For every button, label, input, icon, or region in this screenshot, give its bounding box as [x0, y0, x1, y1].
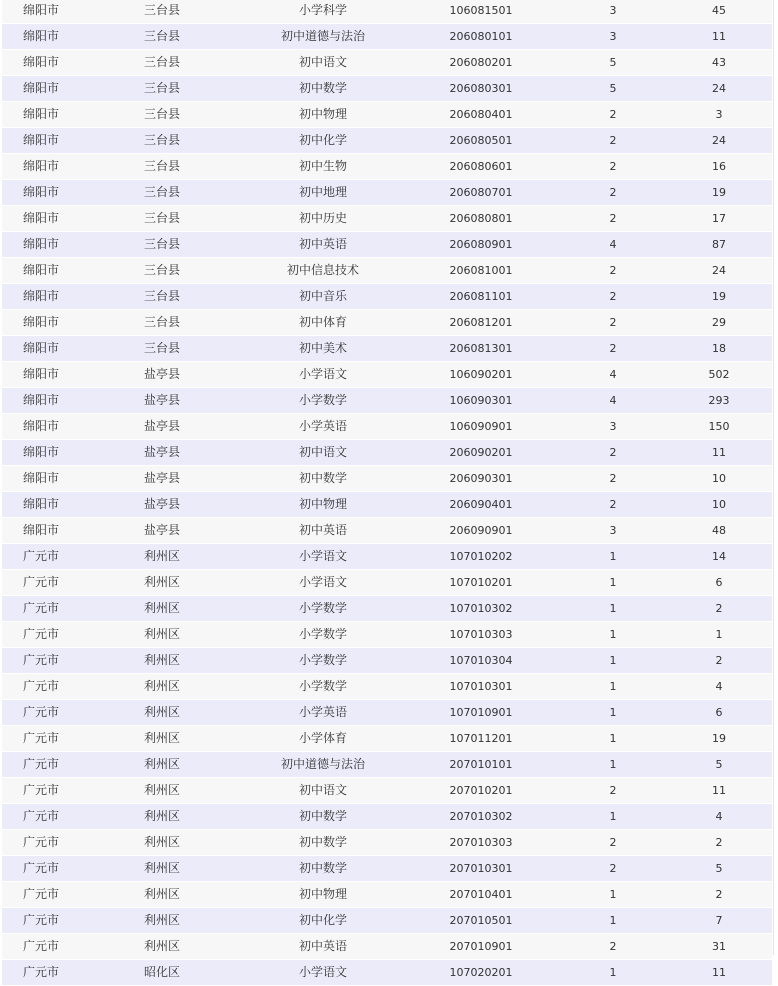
county-cell: 利州区: [80, 778, 244, 804]
table-row: [2, 518, 772, 544]
position-code-cell: 207010302: [402, 804, 560, 830]
subject-cell: 初中语文: [244, 440, 402, 466]
city-cell: 广元市: [2, 934, 80, 960]
table-row: [2, 232, 772, 258]
city-cell: 广元市: [2, 778, 80, 804]
applicant-count-cell: 10: [666, 492, 772, 518]
county-cell: 盐亭县: [80, 414, 244, 440]
applicant-count-cell: 7: [666, 908, 772, 934]
quota-cell: 1: [560, 544, 666, 570]
quota-cell: 3: [560, 0, 666, 24]
quota-cell: 1: [560, 908, 666, 934]
city-cell: 绵阳市: [2, 414, 80, 440]
city-cell: 广元市: [2, 752, 80, 778]
applicant-count-cell: 31: [666, 934, 772, 960]
quota-cell: 4: [560, 232, 666, 258]
city-cell: 绵阳市: [2, 388, 80, 414]
quota-cell: 1: [560, 596, 666, 622]
subject-cell: 小学数学: [244, 388, 402, 414]
city-cell: 绵阳市: [2, 50, 80, 76]
position-code-cell: 206090301: [402, 466, 560, 492]
position-code-cell: 206090901: [402, 518, 560, 544]
subject-cell: 小学数学: [244, 596, 402, 622]
city-cell: 绵阳市: [2, 206, 80, 232]
applicant-count-cell: 87: [666, 232, 772, 258]
quota-cell: 2: [560, 492, 666, 518]
table-row: [2, 336, 772, 362]
quota-cell: 2: [560, 856, 666, 882]
subject-cell: 小学数学: [244, 674, 402, 700]
table-row: [2, 492, 772, 518]
position-code-cell: 206080201: [402, 50, 560, 76]
table-row: [2, 570, 772, 596]
county-cell: 三台县: [80, 24, 244, 50]
subject-cell: 初中道德与法治: [244, 24, 402, 50]
subject-cell: 初中体育: [244, 310, 402, 336]
position-code-cell: 206080601: [402, 154, 560, 180]
applicant-count-cell: 3: [666, 102, 772, 128]
position-code-cell: 107010901: [402, 700, 560, 726]
table-row: [2, 934, 772, 960]
quota-cell: 3: [560, 24, 666, 50]
table-row: [2, 752, 772, 778]
table-row: [2, 310, 772, 336]
subject-cell: 初中物理: [244, 492, 402, 518]
quota-cell: 5: [560, 50, 666, 76]
subject-cell: 初中美术: [244, 336, 402, 362]
applicant-count-cell: 11: [666, 440, 772, 466]
applicant-count-cell: 5: [666, 856, 772, 882]
city-cell: 绵阳市: [2, 102, 80, 128]
city-cell: 绵阳市: [2, 362, 80, 388]
table-row: [2, 206, 772, 232]
position-code-cell: 106090301: [402, 388, 560, 414]
subject-cell: 初中数学: [244, 76, 402, 102]
quota-cell: 2: [560, 154, 666, 180]
position-code-cell: 106090901: [402, 414, 560, 440]
county-cell: 三台县: [80, 50, 244, 76]
applicant-count-cell: 11: [666, 960, 772, 986]
subject-cell: 小学语文: [244, 570, 402, 596]
city-cell: 广元市: [2, 856, 80, 882]
position-code-cell: 107020201: [402, 960, 560, 986]
city-cell: 绵阳市: [2, 180, 80, 206]
city-cell: 广元市: [2, 804, 80, 830]
position-code-cell: 207010901: [402, 934, 560, 960]
table-row: [2, 362, 772, 388]
subject-cell: 初中生物: [244, 154, 402, 180]
applicant-count-cell: 43: [666, 50, 772, 76]
county-cell: 三台县: [80, 180, 244, 206]
subject-cell: 初中物理: [244, 102, 402, 128]
applicant-count-cell: 11: [666, 24, 772, 50]
quota-cell: 2: [560, 206, 666, 232]
position-code-cell: 206080801: [402, 206, 560, 232]
subject-cell: 初中英语: [244, 232, 402, 258]
applicant-count-cell: 1: [666, 622, 772, 648]
applicant-count-cell: 502: [666, 362, 772, 388]
quota-cell: 1: [560, 752, 666, 778]
city-cell: 广元市: [2, 908, 80, 934]
quota-cell: 2: [560, 180, 666, 206]
applicant-count-cell: 10: [666, 466, 772, 492]
quota-cell: 2: [560, 284, 666, 310]
table-row: [2, 596, 772, 622]
applicant-count-cell: 14: [666, 544, 772, 570]
table-row: [2, 128, 772, 154]
quota-cell: 2: [560, 128, 666, 154]
position-code-cell: 206080401: [402, 102, 560, 128]
subject-cell: 小学英语: [244, 414, 402, 440]
position-code-cell: 207010301: [402, 856, 560, 882]
subject-cell: 小学数学: [244, 622, 402, 648]
applicant-count-cell: 24: [666, 128, 772, 154]
county-cell: 利州区: [80, 882, 244, 908]
position-code-cell: 207010303: [402, 830, 560, 856]
table-row: [2, 388, 772, 414]
county-cell: 利州区: [80, 908, 244, 934]
position-code-cell: 206080501: [402, 128, 560, 154]
quota-cell: 1: [560, 648, 666, 674]
table-row: [2, 0, 772, 24]
subject-cell: 小学英语: [244, 700, 402, 726]
city-cell: 绵阳市: [2, 492, 80, 518]
table-row: [2, 804, 772, 830]
position-code-cell: 206080301: [402, 76, 560, 102]
city-cell: 广元市: [2, 622, 80, 648]
county-cell: 三台县: [80, 154, 244, 180]
table-row: [2, 466, 772, 492]
county-cell: 利州区: [80, 934, 244, 960]
table-row: [2, 856, 772, 882]
quota-cell: 1: [560, 674, 666, 700]
quota-cell: 2: [560, 102, 666, 128]
table-row: [2, 778, 772, 804]
county-cell: 利州区: [80, 726, 244, 752]
subject-cell: 初中物理: [244, 882, 402, 908]
subject-cell: 初中历史: [244, 206, 402, 232]
quota-cell: 1: [560, 882, 666, 908]
applicant-count-cell: 17: [666, 206, 772, 232]
applicant-count-cell: 2: [666, 648, 772, 674]
quota-cell: 1: [560, 960, 666, 986]
table-row: [2, 154, 772, 180]
quota-cell: 2: [560, 310, 666, 336]
applicant-count-cell: 19: [666, 284, 772, 310]
position-code-cell: 207010101: [402, 752, 560, 778]
applicant-count-cell: 4: [666, 804, 772, 830]
quota-cell: 2: [560, 466, 666, 492]
table-row: [2, 674, 772, 700]
subject-cell: 初中化学: [244, 908, 402, 934]
position-code-cell: 107011201: [402, 726, 560, 752]
city-cell: 广元市: [2, 830, 80, 856]
subject-cell: 初中数学: [244, 466, 402, 492]
city-cell: 绵阳市: [2, 284, 80, 310]
position-code-cell: 206080701: [402, 180, 560, 206]
quota-cell: 2: [560, 440, 666, 466]
applicant-count-cell: 6: [666, 570, 772, 596]
position-code-cell: 107010201: [402, 570, 560, 596]
subject-cell: 小学语文: [244, 960, 402, 986]
table-row: [2, 622, 772, 648]
county-cell: 利州区: [80, 648, 244, 674]
city-cell: 广元市: [2, 700, 80, 726]
subject-cell: 小学科学: [244, 0, 402, 24]
subject-cell: 初中信息技术: [244, 258, 402, 284]
applicant-count-cell: 19: [666, 726, 772, 752]
table-row: [2, 544, 772, 570]
recruitment-table: [2, 0, 772, 986]
applicant-count-cell: 29: [666, 310, 772, 336]
subject-cell: 初中化学: [244, 128, 402, 154]
county-cell: 盐亭县: [80, 388, 244, 414]
position-code-cell: 206080901: [402, 232, 560, 258]
table-row: [2, 284, 772, 310]
applicant-count-cell: 24: [666, 76, 772, 102]
subject-cell: 初中英语: [244, 518, 402, 544]
applicant-count-cell: 5: [666, 752, 772, 778]
table-row: [2, 414, 772, 440]
quota-cell: 1: [560, 570, 666, 596]
applicant-count-cell: 293: [666, 388, 772, 414]
position-code-cell: 107010301: [402, 674, 560, 700]
county-cell: 利州区: [80, 830, 244, 856]
quota-cell: 5: [560, 76, 666, 102]
applicant-count-cell: 2: [666, 596, 772, 622]
quota-cell: 3: [560, 414, 666, 440]
recruitment-table-container: [2, 0, 774, 979]
county-cell: 盐亭县: [80, 440, 244, 466]
table-row: [2, 102, 772, 128]
county-cell: 三台县: [80, 102, 244, 128]
city-cell: 广元市: [2, 960, 80, 986]
county-cell: 利州区: [80, 570, 244, 596]
quota-cell: 1: [560, 700, 666, 726]
county-cell: 盐亭县: [80, 492, 244, 518]
table-row: [2, 830, 772, 856]
city-cell: 绵阳市: [2, 154, 80, 180]
applicant-count-cell: 2: [666, 882, 772, 908]
quota-cell: 4: [560, 362, 666, 388]
county-cell: 盐亭县: [80, 362, 244, 388]
applicant-count-cell: 18: [666, 336, 772, 362]
position-code-cell: 206081001: [402, 258, 560, 284]
position-code-cell: 106090201: [402, 362, 560, 388]
county-cell: 利州区: [80, 622, 244, 648]
county-cell: 三台县: [80, 206, 244, 232]
table-body: [2, 0, 772, 986]
position-code-cell: 206090201: [402, 440, 560, 466]
city-cell: 广元市: [2, 882, 80, 908]
city-cell: 广元市: [2, 674, 80, 700]
table-row: [2, 960, 772, 986]
table-row: [2, 726, 772, 752]
subject-cell: 小学语文: [244, 362, 402, 388]
city-cell: 广元市: [2, 648, 80, 674]
position-code-cell: 206080101: [402, 24, 560, 50]
subject-cell: 初中语文: [244, 778, 402, 804]
position-code-cell: 107010302: [402, 596, 560, 622]
quota-cell: 2: [560, 258, 666, 284]
table-row: [2, 882, 772, 908]
position-code-cell: 107010202: [402, 544, 560, 570]
subject-cell: 初中英语: [244, 934, 402, 960]
county-cell: 三台县: [80, 258, 244, 284]
position-code-cell: 207010501: [402, 908, 560, 934]
city-cell: 绵阳市: [2, 0, 80, 24]
quota-cell: 1: [560, 726, 666, 752]
table-row: [2, 440, 772, 466]
applicant-count-cell: 11: [666, 778, 772, 804]
subject-cell: 小学语文: [244, 544, 402, 570]
position-code-cell: 207010201: [402, 778, 560, 804]
quota-cell: 2: [560, 336, 666, 362]
city-cell: 绵阳市: [2, 24, 80, 50]
county-cell: 利州区: [80, 752, 244, 778]
quota-cell: 3: [560, 518, 666, 544]
applicant-count-cell: 48: [666, 518, 772, 544]
quota-cell: 1: [560, 622, 666, 648]
county-cell: 利州区: [80, 674, 244, 700]
position-code-cell: 207010401: [402, 882, 560, 908]
city-cell: 绵阳市: [2, 336, 80, 362]
subject-cell: 初中音乐: [244, 284, 402, 310]
county-cell: 利州区: [80, 856, 244, 882]
quota-cell: 1: [560, 804, 666, 830]
county-cell: 盐亭县: [80, 518, 244, 544]
table-row: [2, 76, 772, 102]
county-cell: 三台县: [80, 284, 244, 310]
subject-cell: 初中数学: [244, 830, 402, 856]
county-cell: 三台县: [80, 310, 244, 336]
city-cell: 广元市: [2, 544, 80, 570]
quota-cell: 2: [560, 778, 666, 804]
city-cell: 广元市: [2, 726, 80, 752]
city-cell: 绵阳市: [2, 232, 80, 258]
position-code-cell: 206081201: [402, 310, 560, 336]
county-cell: 三台县: [80, 336, 244, 362]
applicant-count-cell: 6: [666, 700, 772, 726]
quota-cell: 4: [560, 388, 666, 414]
county-cell: 利州区: [80, 700, 244, 726]
table-row: [2, 180, 772, 206]
applicant-count-cell: 16: [666, 154, 772, 180]
county-cell: 利州区: [80, 804, 244, 830]
city-cell: 绵阳市: [2, 310, 80, 336]
applicant-count-cell: 150: [666, 414, 772, 440]
city-cell: 绵阳市: [2, 76, 80, 102]
subject-cell: 小学体育: [244, 726, 402, 752]
county-cell: 利州区: [80, 596, 244, 622]
county-cell: 利州区: [80, 544, 244, 570]
subject-cell: 小学数学: [244, 648, 402, 674]
applicant-count-cell: 24: [666, 258, 772, 284]
applicant-count-cell: 2: [666, 830, 772, 856]
city-cell: 广元市: [2, 570, 80, 596]
position-code-cell: 106081501: [402, 0, 560, 24]
position-code-cell: 206081301: [402, 336, 560, 362]
table-row: [2, 258, 772, 284]
city-cell: 绵阳市: [2, 440, 80, 466]
subject-cell: 初中语文: [244, 50, 402, 76]
city-cell: 绵阳市: [2, 258, 80, 284]
city-cell: 绵阳市: [2, 466, 80, 492]
county-cell: 三台县: [80, 128, 244, 154]
subject-cell: 初中地理: [244, 180, 402, 206]
county-cell: 三台县: [80, 76, 244, 102]
county-cell: 盐亭县: [80, 466, 244, 492]
subject-cell: 初中数学: [244, 804, 402, 830]
county-cell: 三台县: [80, 0, 244, 24]
county-cell: 三台县: [80, 232, 244, 258]
table-row: [2, 24, 772, 50]
city-cell: 绵阳市: [2, 128, 80, 154]
position-code-cell: 107010303: [402, 622, 560, 648]
city-cell: 绵阳市: [2, 518, 80, 544]
table-row: [2, 648, 772, 674]
position-code-cell: 107010304: [402, 648, 560, 674]
table-row: [2, 908, 772, 934]
quota-cell: 2: [560, 934, 666, 960]
county-cell: 昭化区: [80, 960, 244, 986]
city-cell: 广元市: [2, 596, 80, 622]
applicant-count-cell: 19: [666, 180, 772, 206]
quota-cell: 2: [560, 830, 666, 856]
position-code-cell: 206081101: [402, 284, 560, 310]
applicant-count-cell: 4: [666, 674, 772, 700]
table-row: [2, 50, 772, 76]
table-row: [2, 700, 772, 726]
position-code-cell: 206090401: [402, 492, 560, 518]
subject-cell: 初中数学: [244, 856, 402, 882]
applicant-count-cell: 45: [666, 0, 772, 24]
subject-cell: 初中道德与法治: [244, 752, 402, 778]
